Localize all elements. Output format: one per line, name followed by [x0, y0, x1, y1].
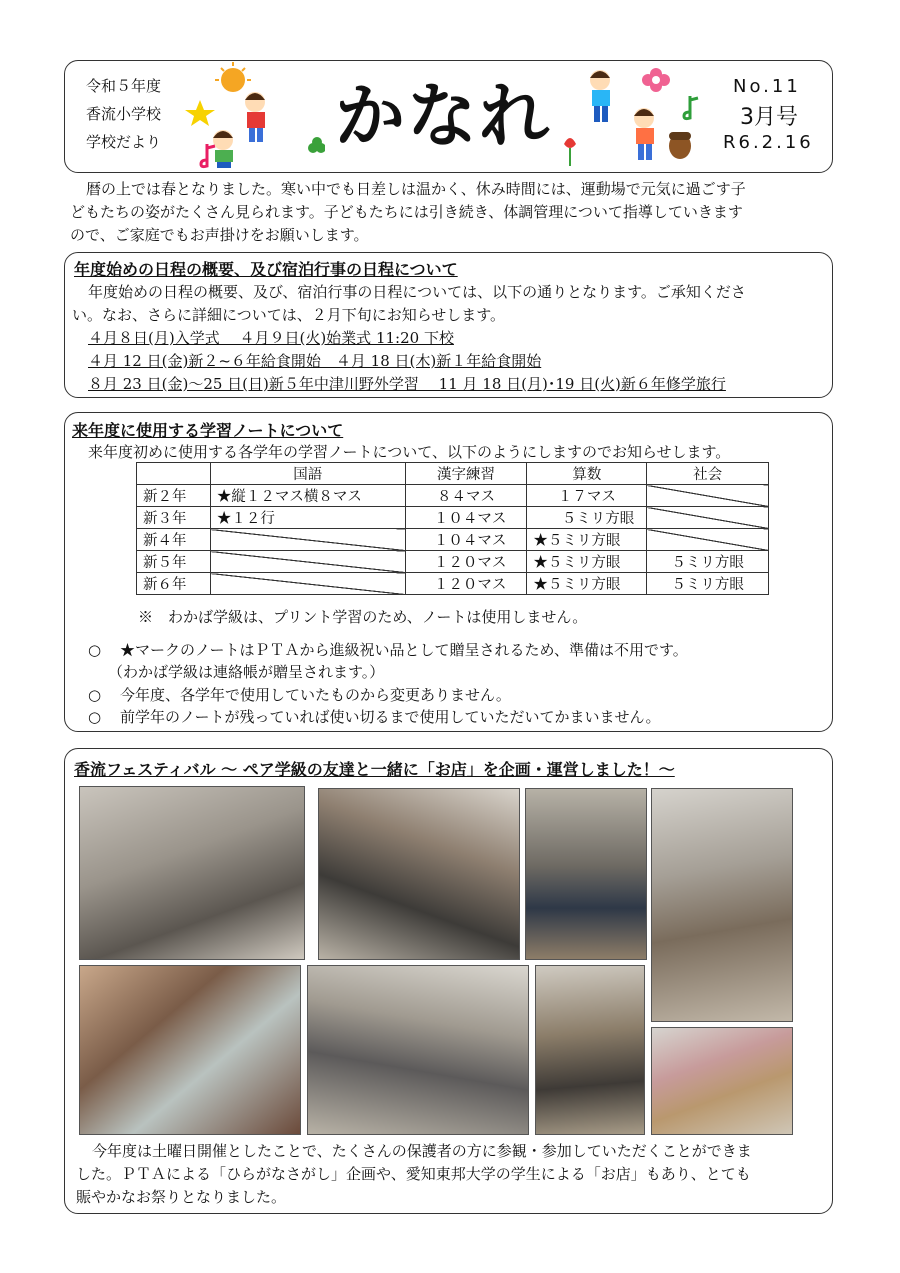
grade-cell: 新４年 — [137, 529, 211, 551]
japanese-cell: ★１２行 — [210, 507, 405, 529]
notebooks-heading: 来年度に使用する学習ノートについて — [72, 421, 344, 440]
newsletter-title: かなれ — [335, 75, 551, 157]
bullet-text: （わかば学級は連絡帳が贈呈されます。） — [108, 663, 385, 681]
notebooks-intro: 来年度初めに使用する各学年の学習ノートについて、以下のようにしますのでお知らせします。 — [88, 443, 731, 461]
bullet-text: 前学年のノートが残っていれば使い切るまで使用していただいてかまいません。 — [120, 708, 661, 726]
festival-line-1: 今年度は土曜日開催としたことで、たくさんの保護者の方に参観・参加していただくことができま — [92, 1142, 752, 1160]
festival-photo — [307, 965, 529, 1135]
intro-line-3: ので、ご家庭でもお声掛けをお願いします。 — [70, 226, 369, 244]
intro-line-2: どもたちの姿がたくさん見られます。子どもたちには引き続き、体調管理について指導していきます — [70, 203, 743, 221]
festival-line-2: した。ＰＴＡによる「ひらがなさがし」企画や、愛知東邦大学の学生による「お店」もあり、とても — [76, 1165, 751, 1183]
festival-photo — [525, 788, 647, 960]
social-cell: ５ミリ方眼 — [647, 551, 769, 573]
festival-photo — [651, 788, 793, 1022]
newsletter-subtitle: 学校だより — [86, 133, 162, 151]
issue-month: 3月号 — [740, 105, 798, 130]
schedule-heading: 年度始めの日程の概要、及び宿泊行事の日程について — [74, 260, 458, 279]
table-header-cell: 漢字練習 — [405, 463, 527, 485]
note-icon — [684, 96, 698, 119]
japanese-cell-empty — [210, 573, 405, 595]
era-year: 令和５年度 — [86, 77, 162, 95]
table-header-cell: 国語 — [210, 463, 405, 485]
table-footnote: ※ わかば学級は、プリント学習のため、ノートは使用しません。 — [138, 608, 588, 626]
festival-photo — [318, 788, 520, 960]
table-header-cell: 社会 — [647, 463, 769, 485]
intro-line-1: 暦の上では春となりました。寒い中でも日差しは温かく、休み時間には、運動場で元気に過ごす子 — [86, 180, 746, 198]
children-illustration-right — [560, 62, 710, 170]
japanese-cell-empty — [210, 551, 405, 573]
social-cell-empty — [647, 529, 769, 551]
schedule-item: ４月 12 日(金)新２~６年給食開始 ４月 18 日(木)新１年給食開始 — [88, 352, 542, 370]
issue-number: No.11 — [733, 76, 801, 97]
schedule-line-1: 年度始めの日程の概要、及び、宿泊行事の日程については、以下の通りとなります。ご承知くださ — [88, 283, 746, 301]
schedule-line-2: い。なお、さらに詳細については、２月下旬にお知らせします。 — [72, 306, 506, 324]
grade-cell: 新５年 — [137, 551, 211, 573]
kanji-cell: １２０マス — [405, 573, 527, 595]
social-cell: ５ミリ方眼 — [647, 573, 769, 595]
japanese-cell-empty — [210, 529, 405, 551]
table-header-cell — [137, 463, 211, 485]
kanji-cell: ８４マス — [405, 485, 527, 507]
table-header-cell: 算数 — [527, 463, 647, 485]
social-cell-empty — [647, 485, 769, 507]
issue-date: R6.2.16 — [723, 132, 814, 153]
math-cell: ★５ミリ方眼 — [527, 529, 647, 551]
math-cell: ★５ミリ方眼 — [527, 551, 647, 573]
bullet-mark: ○ — [88, 708, 102, 726]
table-row — [137, 507, 769, 529]
math-cell: １７マス — [527, 485, 647, 507]
tulip-icon — [564, 138, 576, 148]
grade-cell: 新３年 — [137, 507, 211, 529]
schedule-item: ８月 23 日(金)～25 日(日)新５年中津川野外学習 11 月 18 日(月)･19 日(火)新６年修学旅行 — [88, 375, 726, 393]
festival-photo — [79, 965, 301, 1135]
bullet-text: ★マークのノートはＰＴＡから進級祝い品として贈呈されるため、準備は不用です。 — [120, 641, 688, 659]
japanese-cell: ★縦１２マス横８マス — [210, 485, 405, 507]
schedule-item: ４月８日(月)入学式 ４月９日(火)始業式 11:20 下校 — [88, 329, 454, 347]
social-cell-empty — [647, 507, 769, 529]
note-icon — [201, 144, 215, 167]
notebook-table — [136, 462, 769, 595]
festival-photo — [79, 786, 305, 960]
bullet-mark: ○ — [88, 641, 102, 659]
table-row — [137, 485, 769, 507]
table-row — [137, 573, 769, 595]
math-cell: ５ミリ方眼 — [527, 507, 647, 529]
table-header-row — [137, 463, 769, 485]
festival-photo — [651, 1027, 793, 1135]
clover-icon — [308, 137, 325, 153]
children-illustration-left — [185, 62, 325, 170]
sun-icon — [221, 68, 245, 92]
grade-cell: 新２年 — [137, 485, 211, 507]
flower-icon — [642, 68, 670, 92]
festival-line-3: 賑やかなお祭りとなりました。 — [76, 1188, 287, 1206]
star-icon — [185, 100, 215, 126]
table-row — [137, 529, 769, 551]
bullet-text: 今年度、各学年で使用していたものから変更ありません。 — [120, 686, 511, 704]
school-name: 香流小学校 — [86, 105, 162, 123]
festival-heading: 香流フェスティバル ～ ペア学級の友達と一緒に「お店」を企画・運営しました！～ — [74, 760, 675, 779]
kanji-cell: １２０マス — [405, 551, 527, 573]
kanji-cell: １０４マス — [405, 529, 527, 551]
table-row — [137, 551, 769, 573]
bullet-mark: ○ — [88, 686, 102, 704]
math-cell: ★５ミリ方眼 — [527, 573, 647, 595]
kanji-cell: １０４マス — [405, 507, 527, 529]
festival-photo — [535, 965, 645, 1135]
grade-cell: 新６年 — [137, 573, 211, 595]
